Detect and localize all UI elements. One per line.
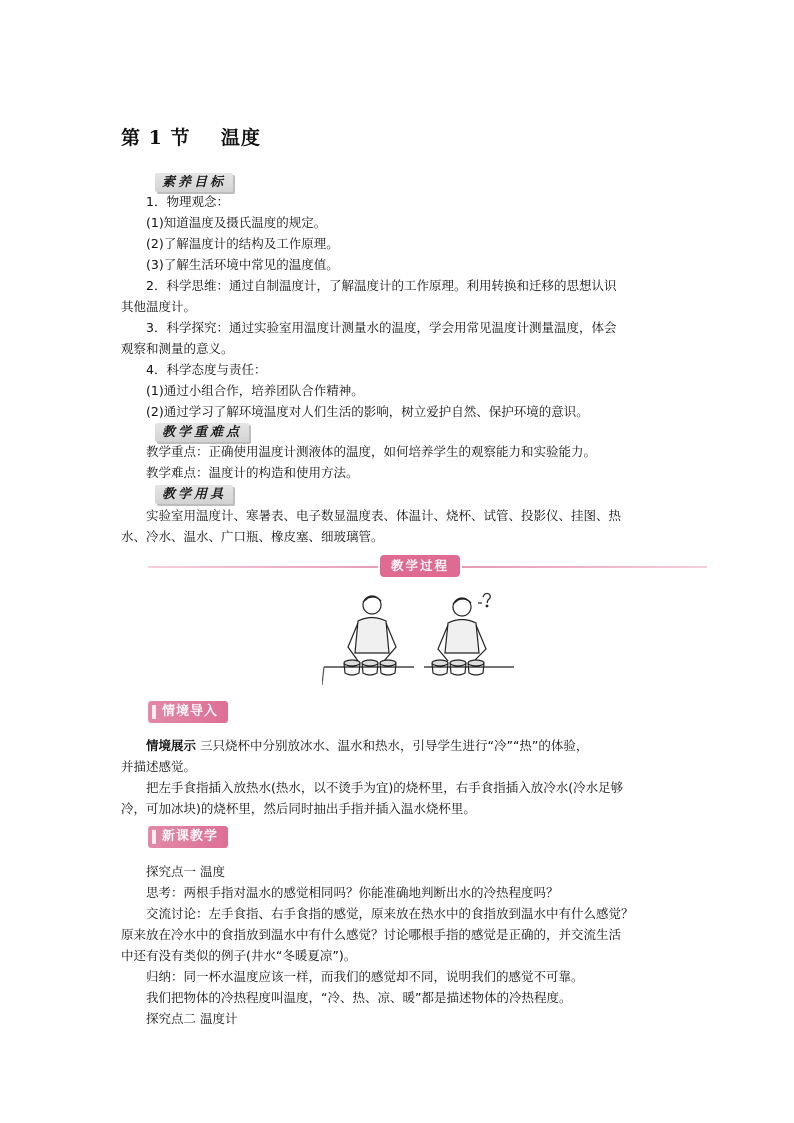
- tag-intro: 情境导入: [148, 701, 228, 723]
- goal-line: 其他温度计。: [121, 299, 197, 314]
- goal-line: (3)了解生活环境中常见的温度值。: [146, 257, 339, 272]
- intro-line: 把左手食指插入放热水(热水，以不烫手为宜)的烧杯里，右手食指插入放冷水(冷水足够: [146, 780, 624, 795]
- lesson-line: 探究点一 温度: [146, 864, 225, 879]
- intro-line: 并描述感觉。: [121, 759, 197, 774]
- lesson-line: 归纳：同一杯水温度应该一样，而我们的感觉却不同，说明我们的感觉不可靠。: [146, 969, 584, 984]
- goal-line: (1)通过小组合作，培养团队合作精神。: [146, 383, 364, 398]
- goal-line: (2)了解温度计的结构及工作原理。: [146, 236, 339, 251]
- intro-line: 冷，可加冰块)的烧杯里，然后同时抽出手指并插入温水烧杯里。: [121, 801, 476, 816]
- tag-new-lesson: 新课教学: [148, 826, 228, 848]
- key-point-line: 教学重点：正确使用温度计测液体的温度，如何培养学生的观察能力和实验能力。: [146, 444, 597, 459]
- goal-line: 2．科学思维：通过自制温度计，了解温度计的工作原理。利用转换和迁移的思想认识: [146, 278, 617, 293]
- goal-line: 4．科学态度与责任：: [146, 362, 267, 377]
- section-heading-key-points: 教学重难点: [155, 423, 249, 442]
- goal-line: 观察和测量的意义。: [121, 341, 234, 356]
- lesson-line: 探究点二 温度计: [146, 1011, 238, 1026]
- goal-line: 3．科学探究：通过实验室用温度计测量水的温度，学会用常见温度计测量温度，体会: [146, 320, 617, 335]
- lesson-line: 中还有没有类似的例子(井水“冬暖夏凉”)。: [121, 948, 357, 963]
- intro-lead: 情境展示: [146, 738, 197, 753]
- lesson-line: 原来放在冷水中的食指放到温水中有什么感觉？讨论哪根手指的感觉是正确的，并交流生活: [121, 927, 622, 942]
- page-title: 第 1 节 温度: [121, 127, 261, 149]
- tools-line: 水、冷水、温水、广口瓶、橡皮塞、细玻璃管。: [121, 529, 384, 544]
- lesson-line: 思考：两根手指对温水的感觉相同吗？你能准确地判断出水的冷热程度吗？: [146, 885, 559, 900]
- section-heading-goals: 素养目标: [155, 173, 233, 192]
- key-point-line: 教学难点：温度计的构造和使用方法。: [146, 465, 359, 480]
- lesson-line: 我们把物体的冷热程度叫温度，“冷、热、凉、暖”都是描述物体的冷热程度。: [146, 990, 572, 1005]
- intro-text: 三只烧杯中分别放冰水、温水和热水，引导学生进行“冷”“热”的体验，: [196, 738, 589, 753]
- tools-line: 实验室用温度计、寒暑表、电子数显温度表、体温计、烧杯、试管、投影仪、挂图、热: [146, 508, 622, 523]
- students-beakers-illustration: [322, 589, 522, 689]
- intro-line: [121, 735, 706, 756]
- goal-line: (2)通过学习了解环境温度对人们生活的影响，树立爱护自然、保护环境的意识。: [146, 404, 589, 419]
- lesson-line: 交流讨论：左手食指、右手食指的感觉，原来放在热水中的食指放到温水中有什么感觉？: [146, 906, 634, 921]
- goal-line: (1)知道温度及摄氏温度的规定。: [146, 215, 327, 230]
- section-heading-tools: 教学用具: [155, 485, 233, 504]
- goal-line: 1．物理观念：: [146, 194, 229, 209]
- process-label: 教学过程: [380, 555, 460, 577]
